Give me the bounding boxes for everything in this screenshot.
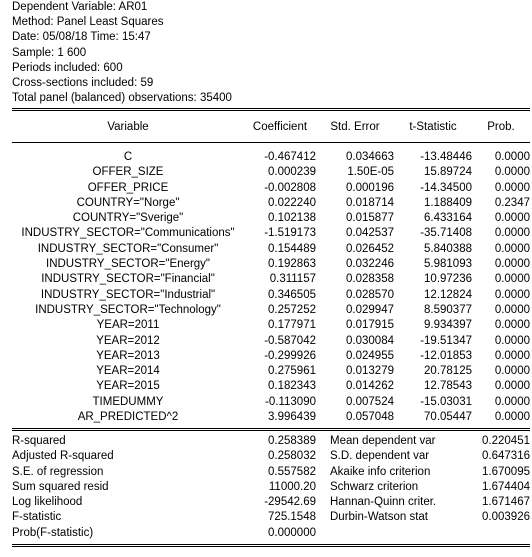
table-row [12, 165, 530, 180]
stat-value-cell: 1.671467 [482, 496, 530, 509]
std-error-cell: 0.042537 [346, 227, 394, 240]
variable-name-cell: YEAR=2011 [96, 319, 160, 332]
method-line: Method: Panel Least Squares [12, 16, 164, 29]
stat-label-cell: Durbin-Watson stat [330, 511, 428, 524]
variable-name-cell: AR_PREDICTED^2 [77, 411, 179, 424]
t-statistic-cell: -14.34500 [420, 181, 472, 194]
t-statistic-cell: 5.981093 [424, 258, 472, 271]
t-statistic-cell: 9.934397 [424, 319, 472, 332]
divider [12, 110, 530, 111]
table-row [12, 379, 530, 394]
table-row [12, 318, 530, 333]
table-row [12, 242, 530, 257]
coefficient-cell: -0.113090 [265, 395, 316, 408]
table-row [12, 334, 530, 349]
stat-label-cell: Sum squared resid [12, 480, 109, 493]
coefficient-cell: -1.519173 [264, 227, 316, 240]
summary-statistics-table [12, 434, 530, 541]
stat-value-cell: 11000.20 [268, 480, 316, 493]
t-statistic-cell: 10.97236 [424, 273, 472, 286]
spacer-cell [316, 495, 330, 510]
variable-name-cell: INDUSTRY_SECTOR="Consumer" [37, 242, 219, 255]
t-statistic-cell: 12.12824 [424, 288, 472, 301]
table-row [12, 257, 530, 272]
std-error-cell: 1.50E-05 [347, 166, 394, 179]
table-row [12, 434, 530, 449]
std-error-cell: 0.028358 [346, 273, 394, 286]
stat-value-cell: 0.258032 [268, 450, 316, 463]
coefficient-table-header [12, 120, 530, 135]
divider [12, 546, 530, 547]
variable-name-cell: OFFER_PRICE [87, 181, 169, 194]
cross-sections-line: Cross-sections included: 59 [12, 77, 154, 90]
stat-value-cell: 0.258389 [268, 435, 316, 447]
divider [12, 428, 530, 429]
prob-cell: 0.0000 [494, 411, 530, 424]
table-row [12, 272, 530, 287]
stat-label-cell: Adjusted R-squared [12, 450, 114, 463]
table-row [12, 480, 530, 495]
table-row [12, 510, 530, 525]
spacer-cell [316, 480, 330, 495]
coefficient-cell: 0.275961 [268, 365, 316, 378]
column-header-variable: Variable [107, 121, 149, 133]
stat-value-cell: 0.003926 [482, 511, 530, 524]
prob-cell: 0.0000 [494, 181, 530, 194]
table-row [12, 196, 530, 211]
std-error-cell: 0.028570 [346, 288, 394, 301]
coefficient-cell: -0.467412 [264, 151, 316, 163]
coefficient-cell: 3.996439 [268, 411, 316, 424]
stat-label-cell: S.E. of regression [12, 465, 104, 478]
t-statistic-cell: -15.03031 [420, 395, 472, 408]
prob-cell: 0.0000 [494, 242, 530, 255]
std-error-cell: 0.032246 [346, 258, 394, 271]
std-error-cell: 0.034663 [346, 151, 394, 163]
coefficient-cell: 0.022240 [268, 196, 316, 209]
table-row [12, 150, 530, 165]
std-error-cell: 0.029947 [346, 303, 394, 316]
std-error-cell: 0.030084 [346, 334, 394, 347]
column-header-std-error: Std. Error [330, 121, 380, 133]
t-statistic-cell: 8.590377 [424, 303, 472, 316]
std-error-cell: 0.015877 [346, 212, 394, 225]
table-row [12, 349, 530, 364]
variable-name-cell: INDUSTRY_SECTOR="Financial" [41, 273, 215, 286]
prob-cell: 0.0000 [494, 334, 530, 347]
stat-value-cell: 0.000000 [268, 526, 316, 539]
table-row [12, 465, 530, 480]
variable-name-cell: INDUSTRY_SECTOR="Industrial" [40, 288, 216, 301]
std-error-cell: 0.013279 [346, 365, 394, 378]
table-row [12, 364, 530, 379]
std-error-cell: 0.014262 [346, 380, 394, 393]
stat-label-cell: Log likelihood [12, 496, 83, 509]
std-error-cell: 0.017915 [346, 319, 394, 332]
variable-name-cell: YEAR=2014 [96, 365, 160, 378]
prob-cell: 0.0000 [494, 380, 530, 393]
table-row [12, 303, 530, 318]
prob-cell: 0.0000 [494, 319, 530, 332]
t-statistic-cell: 5.840388 [424, 242, 472, 255]
column-header-prob: Prob. [487, 121, 515, 133]
table-row [12, 288, 530, 303]
variable-name-cell: C [123, 151, 133, 163]
std-error-cell: 0.026452 [346, 242, 394, 255]
prob-cell: 0.0000 [494, 258, 530, 271]
table-row [12, 181, 530, 196]
coefficient-cell: -0.299926 [264, 349, 316, 362]
divider [12, 108, 530, 109]
std-error-cell: 0.024955 [346, 349, 394, 362]
coefficient-cell: 0.192863 [268, 258, 316, 271]
stat-label-cell: Hannan-Quinn criter. [330, 496, 437, 509]
divider [12, 430, 530, 431]
stat-label-cell: S.D. dependent var [330, 450, 430, 463]
prob-cell: 0.0000 [494, 303, 530, 316]
prob-cell: 0.0000 [494, 151, 530, 163]
std-error-cell: 0.000196 [346, 181, 394, 194]
coefficient-rows [12, 150, 530, 425]
prob-cell: 0.0000 [494, 349, 530, 362]
stat-label-cell: Mean dependent var [330, 435, 436, 447]
prob-cell: 0.0000 [494, 288, 530, 301]
coefficient-cell: 0.346505 [268, 288, 316, 301]
table-row [12, 211, 530, 226]
stat-value-cell: 0.220451 [482, 435, 530, 447]
coefficient-cell: 0.311157 [269, 273, 316, 286]
dependent-variable-line: Dependent Variable: AR01 [12, 1, 148, 13]
prob-cell: 0.0000 [494, 365, 530, 378]
prob-cell: 0.0000 [494, 227, 530, 240]
stat-value-cell: -29542.69 [264, 496, 316, 509]
variable-name-cell: YEAR=2015 [96, 380, 160, 393]
sample-line: Sample: 1 600 [12, 46, 87, 59]
prob-cell: 0.0000 [494, 273, 530, 286]
stat-label-cell: Prob(F-statistic) [12, 526, 94, 539]
variable-name-cell: COUNTRY="Sverige" [72, 212, 184, 225]
column-header-t-statistic: t-Statistic [409, 121, 457, 133]
stat-value-cell: 0.557582 [268, 465, 316, 478]
table-row [12, 226, 530, 241]
stat-value-cell: 1.674404 [482, 480, 530, 493]
std-error-cell: 0.018714 [346, 196, 394, 209]
coefficient-cell: 0.257252 [268, 303, 316, 316]
divider [12, 142, 530, 143]
coefficient-cell: 0.182343 [268, 380, 316, 393]
t-statistic-cell: -19.51347 [420, 334, 472, 347]
spacer-cell [316, 526, 330, 541]
variable-name-cell: INDUSTRY_SECTOR="Energy" [46, 258, 210, 271]
coefficient-cell: 0.154489 [268, 242, 316, 255]
total-observations-line: Total panel (balanced) observations: 35400 [12, 92, 232, 105]
stat-value-cell: 725.1548 [268, 511, 316, 524]
variable-name-cell: TIMEDUMMY [92, 395, 164, 408]
table-row [12, 495, 530, 510]
t-statistic-cell: -12.01853 [420, 349, 472, 362]
coefficient-table [12, 120, 530, 135]
variable-name-cell: INDUSTRY_SECTOR="Communications" [21, 227, 235, 240]
periods-line: Periods included: 600 [12, 61, 123, 74]
prob-cell: 0.0000 [494, 166, 530, 179]
variable-name-cell: INDUSTRY_SECTOR="Technology" [35, 303, 221, 316]
t-statistic-cell: 20.78125 [424, 365, 472, 378]
divider [12, 544, 530, 545]
stat-label-cell: F-statistic [12, 511, 62, 524]
t-statistic-cell: -35.71408 [420, 227, 472, 240]
spacer-cell [316, 434, 330, 449]
estimation-header [12, 0, 232, 106]
table-row [12, 526, 530, 541]
table-row [12, 395, 530, 410]
t-statistic-cell: 15.89724 [424, 166, 472, 179]
prob-cell: 0.2347 [494, 196, 530, 209]
stat-value-cell: 1.670095 [482, 465, 530, 478]
t-statistic-cell: 70.05447 [424, 411, 472, 424]
variable-name-cell: OFFER_SIZE [92, 166, 164, 179]
std-error-cell: 0.007524 [346, 395, 394, 408]
variable-name-cell: YEAR=2013 [96, 349, 160, 362]
std-error-cell: 0.057048 [346, 411, 394, 424]
stat-label-cell [330, 526, 462, 541]
t-statistic-cell: -13.48446 [420, 151, 472, 163]
t-statistic-cell: 6.433164 [424, 212, 472, 225]
variable-name-cell: YEAR=2012 [96, 334, 160, 347]
variable-name-cell: COUNTRY="Norge" [76, 196, 180, 209]
stat-label-cell: R-squared [12, 435, 66, 447]
coefficient-cell: 0.102138 [268, 212, 316, 225]
coefficient-cell: -0.002808 [264, 181, 316, 194]
t-statistic-cell: 1.188409 [424, 196, 472, 209]
stat-value-cell [462, 526, 530, 541]
prob-cell: 0.0000 [494, 212, 530, 225]
stat-label-cell: Schwarz criterion [330, 480, 419, 493]
table-row [12, 449, 530, 464]
stat-value-cell: 0.647316 [482, 450, 530, 463]
t-statistic-cell: 12.78543 [424, 380, 472, 393]
date-time-line: Date: 05/08/18 Time: 15:47 [12, 31, 151, 44]
table-row [12, 410, 530, 425]
spacer-cell [316, 449, 330, 464]
spacer-cell [316, 510, 330, 525]
coefficient-cell: 0.000239 [268, 166, 316, 179]
stat-label-cell: Akaike info criterion [330, 465, 431, 478]
column-header-coefficient: Coefficient [252, 121, 308, 133]
coefficient-cell: -0.587042 [264, 334, 316, 347]
coefficient-cell: 0.177971 [268, 319, 316, 332]
spacer-cell [316, 465, 330, 480]
prob-cell: 0.0000 [494, 395, 530, 408]
